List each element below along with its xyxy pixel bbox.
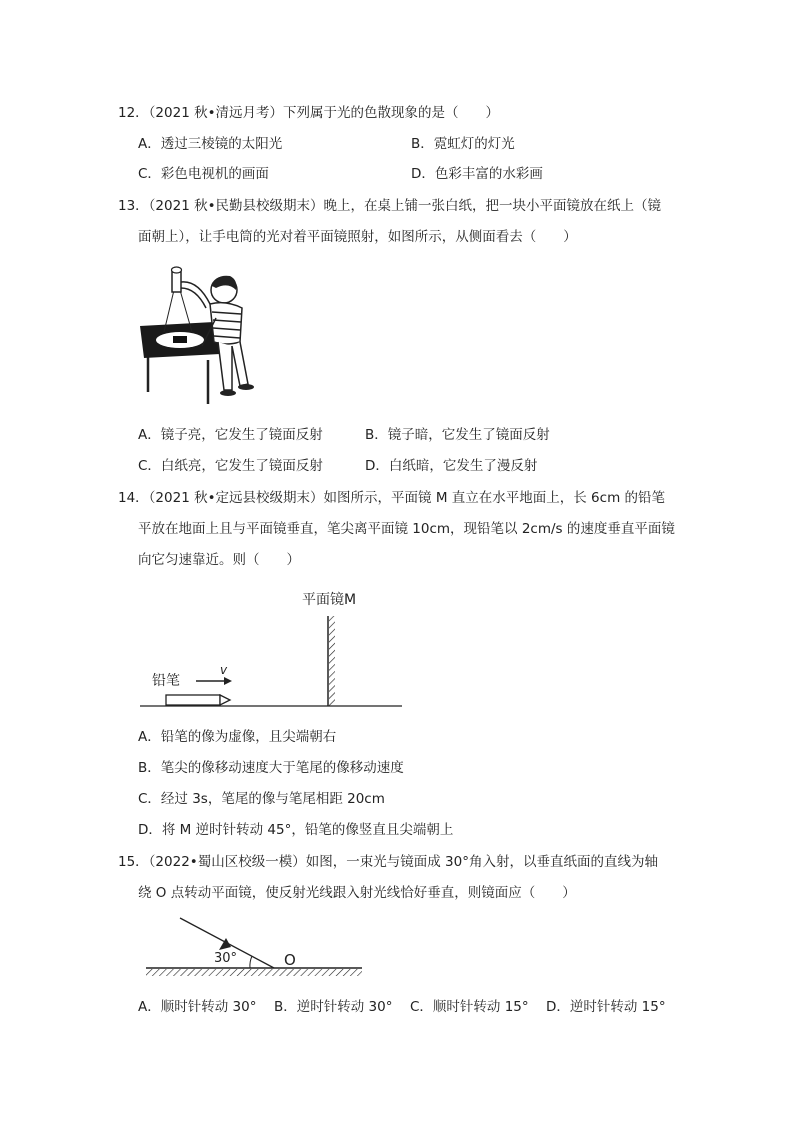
velocity-label: v (220, 663, 228, 677)
velocity-arrowhead (224, 677, 232, 685)
q12-option-c: C．彩色电视机的画面 (138, 166, 269, 182)
q12-option-a: A．透过三棱镜的太阳光 (138, 136, 283, 152)
boy-shoe (238, 384, 254, 390)
boy-shoe (220, 390, 236, 396)
q15-option-c: C．顺时针转动 15° (410, 999, 529, 1015)
mirror-hatching (146, 969, 362, 976)
flashlight (172, 272, 181, 292)
q15-stem-line2: 绕 O 点转动平面镜，使反射光线跟入射光线恰好垂直，则镜面应（ ） (138, 885, 576, 901)
pencil-tip (220, 695, 230, 705)
mirror-hatching (329, 616, 335, 706)
q13-option-c: C．白纸亮，它发生了镜面反射 (138, 458, 323, 474)
q13-stem-line2: 面朝上），让手电筒的光对着平面镜照射，如图所示，从侧面看去（ ） (138, 229, 577, 245)
flashlight-head (172, 267, 182, 273)
q14-option-b: B．笔尖的像移动速度大于笔尾的像移动速度 (138, 760, 404, 776)
q14-stem-line2: 平放在地面上且与平面镜垂直，笔尖离平面镜 10cm，现铅笔以 2cm/s 的速度垂直平面镜 (138, 521, 675, 537)
angle-label: 30° (214, 951, 238, 966)
q14-option-d: D．将 M 逆时针转动 45°，铅笔的像竖直且尖端朝上 (138, 822, 454, 838)
q15-option-a: A．顺时针转动 30° (138, 999, 257, 1015)
pencil-label: 铅笔 (152, 673, 180, 689)
q12-stem: 12．（2021 秋•清远月考）下列属于光的色散现象的是（ ） (118, 105, 500, 121)
q14-figure-pencil-mirror (130, 586, 410, 712)
q15-figure-light-mirror (140, 910, 370, 982)
q14-stem-line1: 14．（2021 秋•定远县校级期末）如图所示，平面镜 M 直立在水平地面上，长 6cm 的铅笔 (118, 490, 666, 506)
q13-option-b: B．镜子暗，它发生了镜面反射 (365, 427, 550, 443)
boy-leg (232, 342, 248, 386)
boy-leg (218, 342, 232, 390)
q13-option-d: D．白纸暗，它发生了漫反射 (365, 458, 538, 474)
mirror (173, 336, 187, 343)
q15-option-b: B．逆时针转动 30° (274, 999, 393, 1015)
q14-stem-line3: 向它匀速靠近。则（ ） (138, 552, 300, 568)
q14-option-c: C．经过 3s，笔尾的像与笔尾相距 20cm (138, 791, 385, 807)
q14-option-a: A．铅笔的像为虚像，且尖端朝右 (138, 729, 337, 745)
q15-stem-line1: 15．（2022•蜀山区校级一模）如图，一束光与镜面成 30°角入射，以垂直纸面的直线为轴 (118, 854, 658, 870)
q15-option-d: D．逆时针转动 15° (546, 999, 666, 1015)
q13-option-a: A．镜子亮，它发生了镜面反射 (138, 427, 323, 443)
point-o-label: O (284, 951, 296, 969)
q13-stem-line1: 13．（2021 秋•民勤县校级期末）晚上，在桌上铺一张白纸，把一块小平面镜放在纸上（镜 (118, 198, 662, 214)
pencil-body (166, 695, 220, 705)
mirror-label: 平面镜M (302, 592, 357, 608)
angle-arc (250, 956, 252, 968)
q13-figure-boy-flashlight (136, 262, 260, 408)
q12-option-b: B．霓虹灯的灯光 (411, 136, 515, 152)
q12-option-d: D．色彩丰富的水彩画 (411, 166, 543, 182)
